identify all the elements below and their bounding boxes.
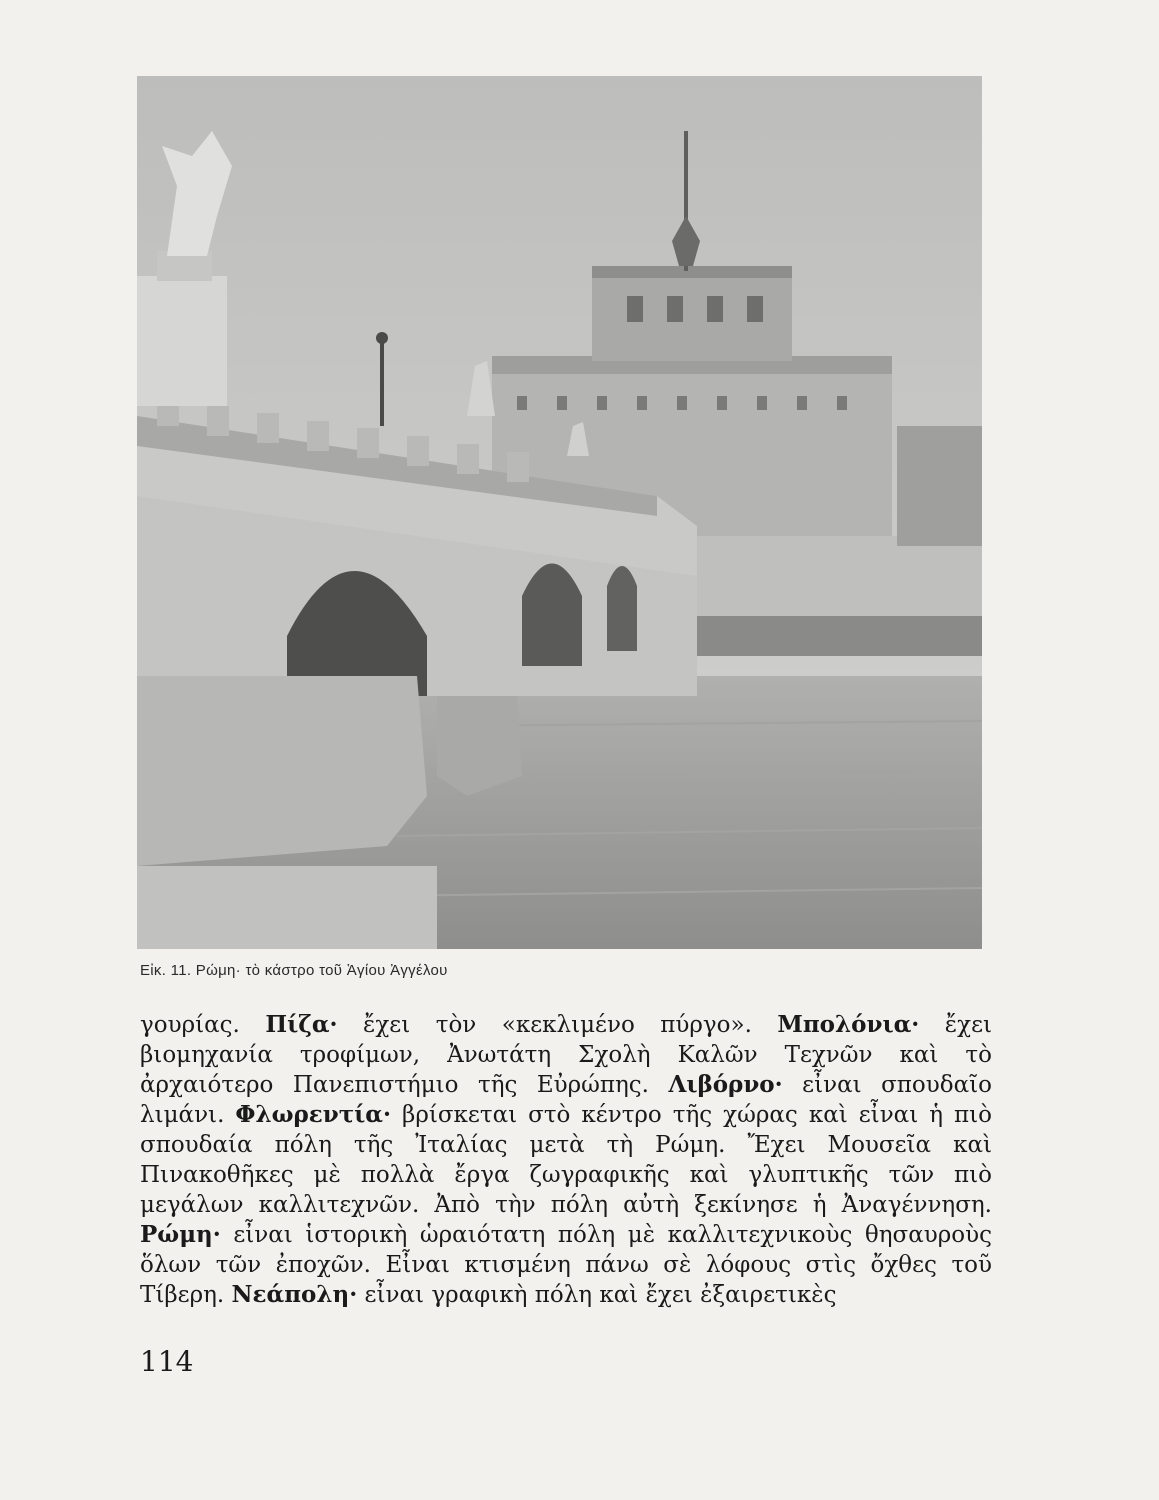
body-text [140, 1010, 992, 1310]
figure-photo [137, 76, 982, 949]
castel-sant-angelo-photo [137, 76, 982, 949]
page-number: 114 [140, 1345, 194, 1378]
text-segment: ἔχει τὸν «κεκλιμένο πύργο». [337, 1012, 778, 1038]
figure-caption: Εἰκ. 11. Ρώμη· τὸ κάστρο τοῦ Ἁγίου Ἀγγέλου [140, 962, 448, 979]
term-naples: Νεάπολη· [231, 1281, 358, 1308]
text-segment: γουρίας. [140, 1012, 266, 1038]
text-segment: βρίσκεται στὸ κέντρο τῆς χώρας καὶ εἶναι ἡ πιὸ σπουδαία πόλη τῆς Ἰταλίας μετὰ τὴ Ρώμη. Ἔχει Μουσεῖα καὶ Πινακοθῆκες μὲ πολλὰ ἔργα ζωγραφικῆς καὶ γλυπτικῆς τῶν πιὸ μεγάλων καλλιτεχνῶν. Ἀπὸ τὴν πόλη αὐτὴ ξεκίνησε ἡ Ἀναγέννηση. [140, 1102, 993, 1218]
term-pisa: Πίζα· [265, 1011, 338, 1038]
text-segment: εἶναι γραφικὴ πόλη καὶ ἔχει ἐξαιρετικὲς [357, 1282, 837, 1308]
text-segment: εἶναι ἱστορικὴ ὡραιότατη πόλη μὲ καλλιτεχνικοὺς θησαυροὺς ὅλων τῶν ἐποχῶν. Εἶναι κτισμένη πάνω σὲ λόφους στὶς ὄχθες τοῦ Τίβερη. [140, 1222, 992, 1308]
term-livorno: Λιβόρνο· [668, 1071, 783, 1098]
text-segment: εἶναι σπουδαῖο λιμάνι. [140, 1072, 992, 1128]
term-rome: Ρώμη· [140, 1221, 221, 1248]
term-florence: Φλωρεντία· [235, 1101, 392, 1128]
body-paragraph [140, 1010, 992, 1310]
text-segment: ἔχει βιομηχανία τροφίμων, Ἀνωτάτη Σχολὴ Καλῶν Τεχνῶν καὶ τὸ ἀρχαιότερο Πανεπιστήμιο τῆς Εὐρώπης. [140, 1012, 993, 1098]
term-bologna: Μπολόνια· [777, 1011, 920, 1038]
